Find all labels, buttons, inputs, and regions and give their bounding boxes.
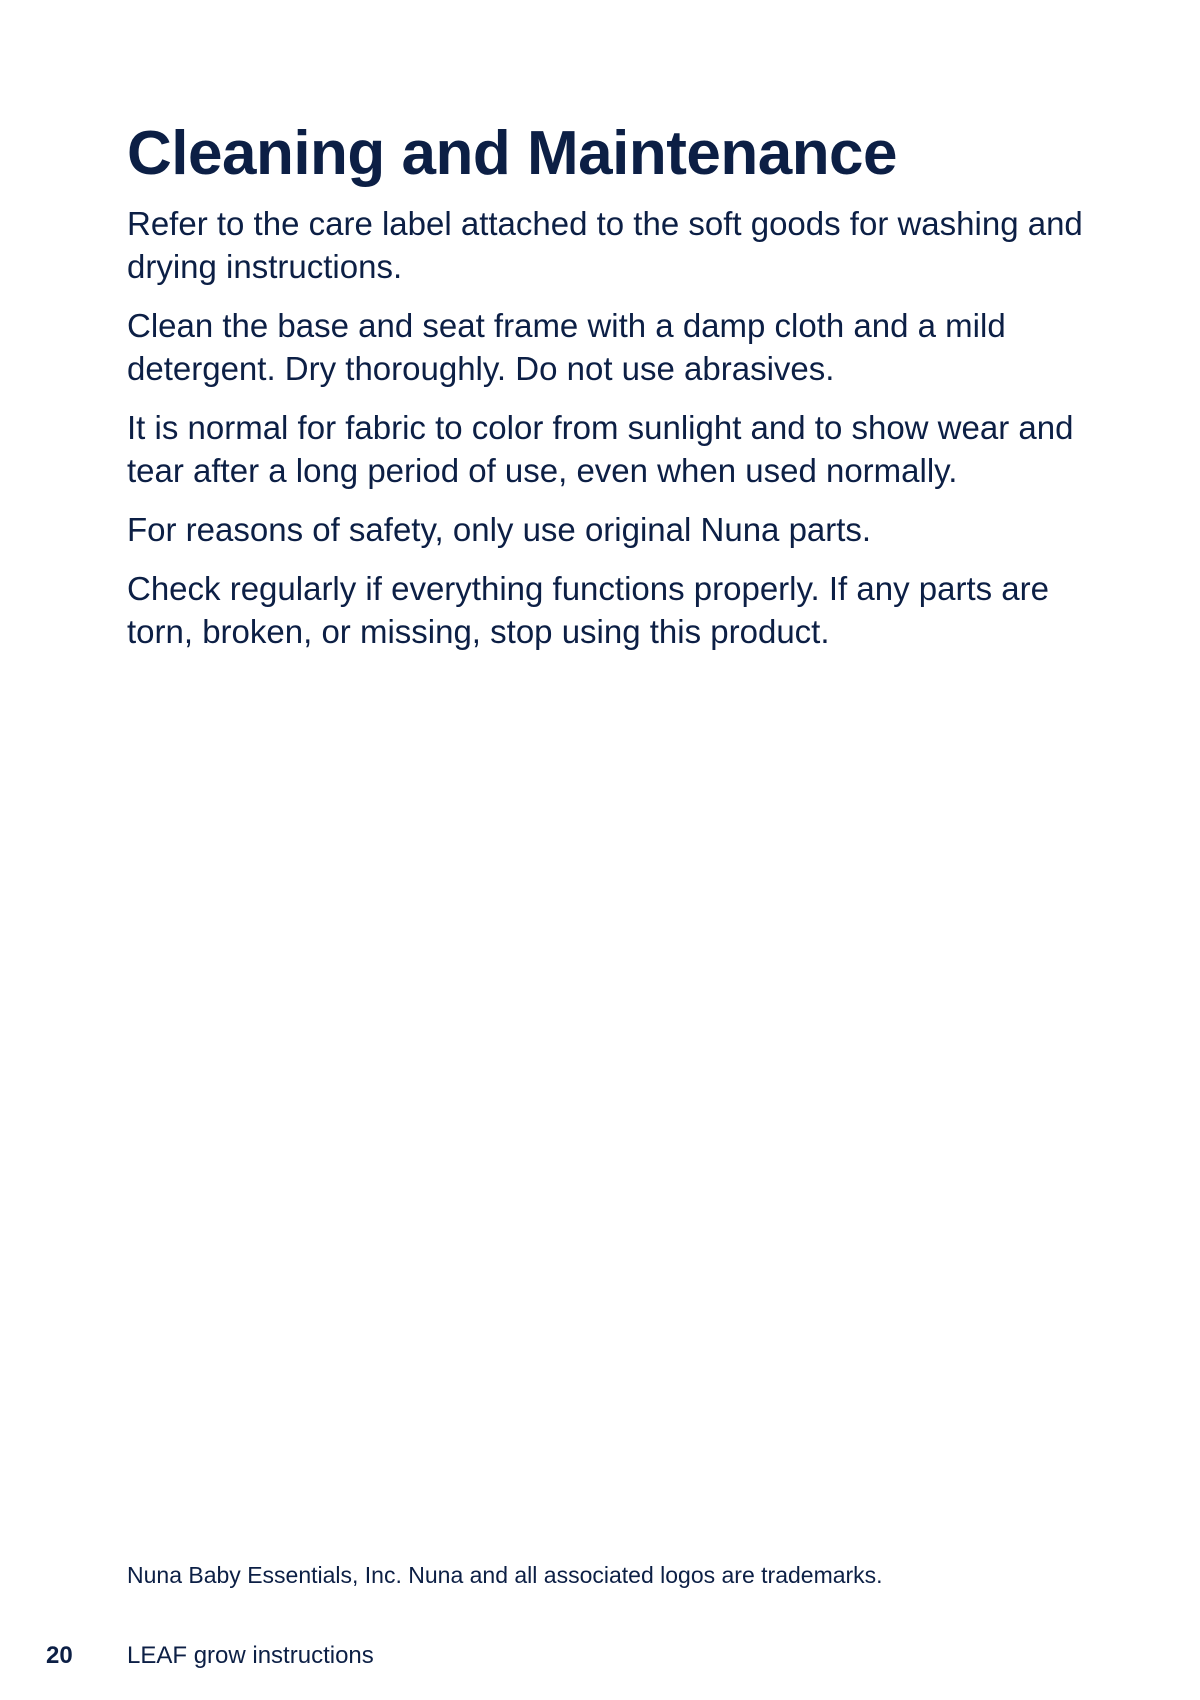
paragraph-care-label: Refer to the care label attached to the soft goods for washing and drying instructions. [127,205,1083,285]
paragraph-normal-wear: It is normal for fabric to color from sunlight and to show wear and tear after a long period of use, even when used normally. [127,409,1074,489]
main-content [127,118,1097,669]
paragraph-check-regularly: Check regularly if everything functions properly. If any parts are torn, broken, or missing, stop using this product. [127,570,1049,650]
page-title: Cleaning and Maintenance [127,119,898,188]
paragraph-original-parts: For reasons of safety, only use original Nuna parts. [127,511,872,548]
page-number: 20 [46,1642,73,1669]
paragraph-clean-frame: Clean the base and seat frame with a damp cloth and a mild detergent. Dry thoroughly. Do not use abrasives. [127,307,1006,387]
trademark-note: Nuna Baby Essentials, Inc. Nuna and all associated logos are trademarks. [127,1562,883,1588]
document-title: LEAF grow instructions [127,1642,374,1669]
